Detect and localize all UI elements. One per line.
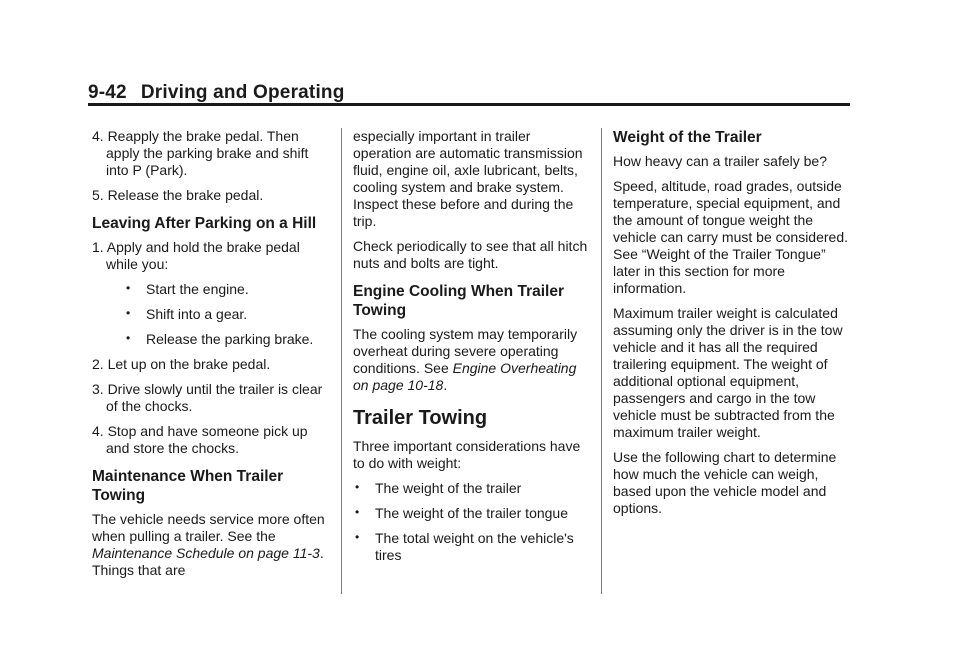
column-3: [613, 128, 853, 525]
page-header: [88, 82, 345, 104]
list-item: [124, 281, 332, 298]
list-item-text: The weight of the trailer tongue: [375, 505, 569, 521]
list-item: [353, 530, 591, 564]
heading-leaving-after-parking: Leaving After Parking on a Hill: [92, 215, 317, 232]
heading-maintenance-trailer-towing: Maintenance When Trailer Towing: [92, 468, 284, 504]
towing-intro: Three important considerations have to do with weight:: [353, 438, 581, 471]
header-rule: [88, 103, 850, 106]
step-let-up-brake: 2. Let up on the brake pedal.: [92, 356, 271, 372]
bullet-icon: •: [355, 480, 360, 494]
heading-trailer-towing: Trailer Towing: [353, 407, 488, 429]
list-item-text: The total weight on the vehicle's tires: [375, 530, 574, 563]
step-store-chocks: 4. Stop and have someone pick up and store the chocks.: [92, 423, 308, 456]
bullet-icon: •: [126, 331, 131, 345]
max-weight-paragraph: Maximum trailer weight is calculated assuming only the driver is in the tow vehicle and it has all the required trailering equipment. The weight of additional optional equipment, passengers and cargo in the tow vehicle must be subtracted from the maximum trailer weight.: [613, 305, 843, 440]
step-drive-slowly: 3. Drive slowly until the trailer is clear of the chocks.: [92, 381, 323, 414]
list-item-text: Shift into a gear.: [146, 306, 248, 322]
cooling-paragraph: The cooling system may temporarily overheat during severe operating conditions. See Engine Overheating on page 10-18.: [353, 326, 578, 393]
step-release-brake: 5. Release the brake pedal.: [92, 187, 264, 203]
bullet-icon: •: [355, 530, 360, 544]
inspection-paragraph: especially important in trailer operation are automatic transmission fluid, engine oil, axle lubricant, belts, cooling system and brake system. Inspect these before and during the trip.: [353, 128, 583, 229]
bullet-icon: •: [126, 281, 131, 295]
column-divider-1: [341, 128, 342, 594]
page-number: 9-42: [88, 82, 127, 103]
bullet-icon: •: [355, 505, 360, 519]
column-2: [353, 128, 591, 572]
list-item: [353, 505, 591, 522]
bullet-icon: •: [126, 306, 131, 320]
engine-overheating-link[interactable]: Engine Overheating on page 10-18: [353, 360, 577, 393]
column-divider-2: [601, 128, 602, 594]
list-item: [124, 306, 332, 323]
list-item: [124, 331, 332, 348]
section-title: Driving and Operating: [140, 82, 345, 103]
list-item-text: Start the engine.: [146, 281, 249, 297]
weight-factors-paragraph: Speed, altitude, road grades, outside temperature, special equipment, and the amount of tongue weight the vehicle can carry must be considered. See “Weight of the Trailer Tongue” later in this section for more information.: [613, 178, 848, 296]
step-apply-hold-brake: 1. Apply and hold the brake pedal while you:: [92, 239, 300, 272]
chart-instruction-paragraph: Use the following chart to determine how much the vehicle can weigh, based upon the vehicle model and options.: [613, 449, 837, 516]
column-1: [92, 128, 332, 587]
maintenance-schedule-link[interactable]: Maintenance Schedule on page 11-3: [92, 545, 320, 561]
list-item-text: Release the parking brake.: [146, 331, 314, 347]
maintenance-paragraph: The vehicle needs service more often when pulling a trailer. See the Maintenance Schedule on page 11-3. Things that are: [92, 511, 325, 578]
list-item: [353, 480, 591, 497]
heading-engine-cooling: Engine Cooling When Trailer Towing: [353, 283, 564, 319]
step-reapply-brake: 4. Reapply the brake pedal. Then apply the parking brake and shift into P (Park).: [92, 128, 309, 178]
list-item-text: The weight of the trailer: [375, 480, 522, 496]
hitch-check-paragraph: Check periodically to see that all hitch nuts and bolts are tight.: [353, 238, 588, 271]
weight-question: How heavy can a trailer safely be?: [613, 153, 827, 169]
heading-weight-of-trailer: Weight of the Trailer: [613, 129, 762, 146]
